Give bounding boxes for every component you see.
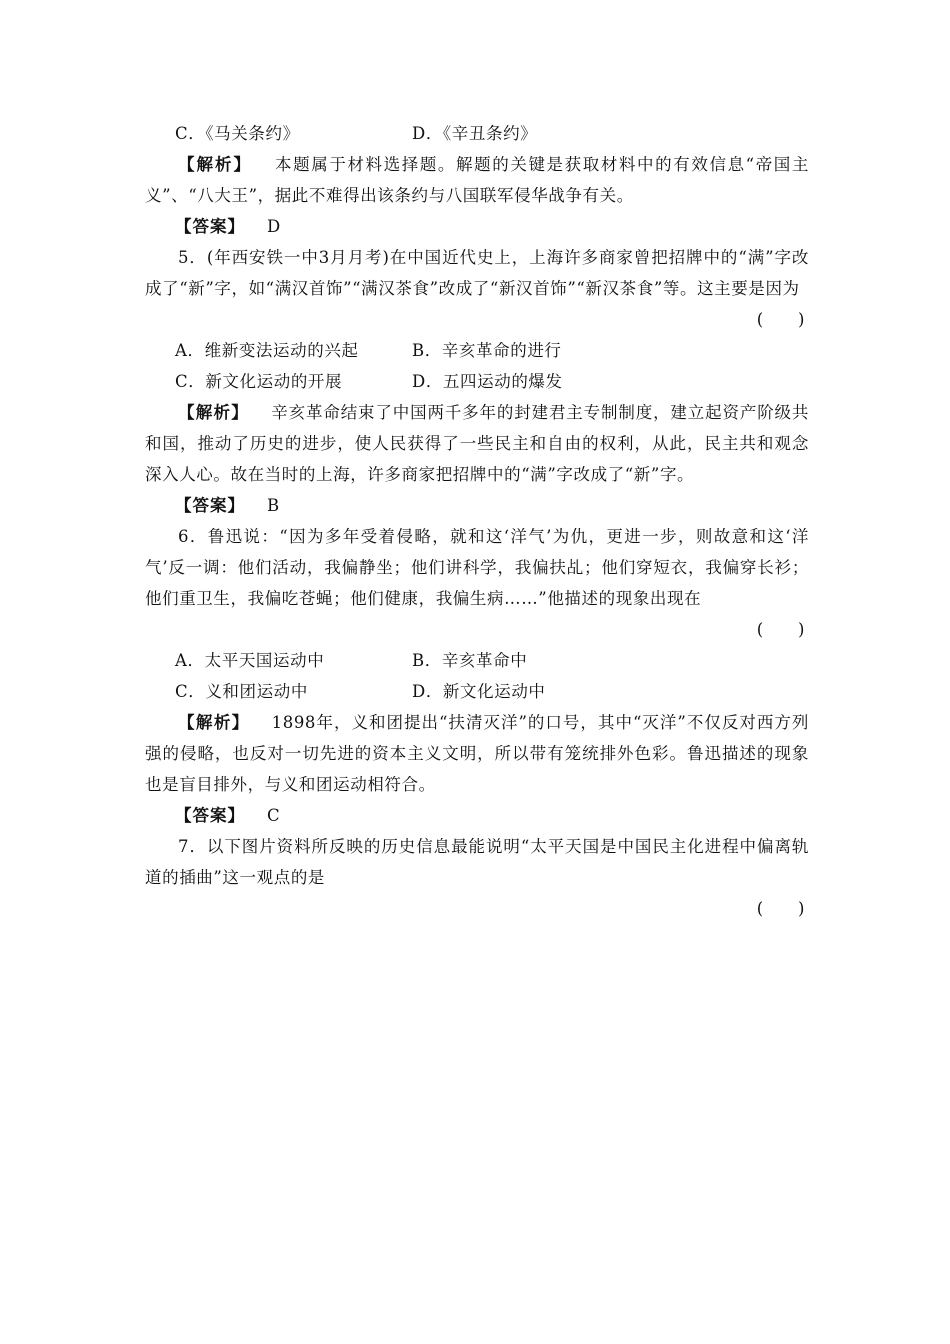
q6-analysis-text: 1898年，义和团提出“扶清灭洋”的口号，其中“灭洋”不仅反对西方列强的侵略，也反对一切先进的资本主义文明，所以带有笼统排外色彩。鲁迅描述的现象也是盲目排外，与义和团运动相符合。	[145, 713, 810, 794]
document-page	[145, 118, 809, 924]
q4-answer-tag: 【答案】	[175, 217, 245, 236]
q7-answer-bracket: ( )	[756, 899, 805, 918]
q4-option-d: D．《辛丑条约》	[412, 124, 538, 143]
q5-analysis-tag: 【解析】	[178, 403, 250, 422]
q6-answer	[145, 800, 809, 831]
q6-option-c: C．义和团运动中	[175, 682, 308, 701]
q5-options-row-ab	[145, 335, 809, 366]
q5-option-b: B．辛亥革命的进行	[412, 341, 562, 360]
q6-option-d: D．新文化运动中	[412, 682, 546, 701]
q5-option-a: A．维新变法运动的兴起	[175, 341, 359, 360]
q6-analysis	[145, 707, 809, 800]
q5-options-row-cd	[145, 366, 809, 397]
q6-option-b: B．辛亥革命中	[412, 651, 528, 670]
q4-analysis-text: 本题属于材料选择题。解题的关键是获取材料中的有效信息“帝国主义”、“八大王”，据此不难得出该条约与八国联军侵华战争有关。	[145, 155, 810, 205]
q5-option-c: C．新文化运动的开展	[175, 372, 343, 391]
q6-option-a: A．太平天国运动中	[175, 651, 325, 670]
q4-analysis-tag: 【解析】	[178, 155, 253, 174]
q5-analysis-text: 辛亥革命结束了中国两千多年的封建君主专制制度，建立起资产阶级共和国，推动了历史的进步，使人民获得了一些民主和自由的权利，从此，民主共和观念深入人心。故在当时的上海，许多商家把招牌中的“满”字改成了“新”字。	[145, 403, 810, 484]
q5-answer	[145, 490, 809, 521]
q4-analysis	[145, 149, 809, 211]
q4-answer	[145, 211, 809, 242]
q4-answer-value: D	[267, 217, 281, 236]
q6-stem: 6．鲁迅说：“因为多年受着侵略，就和这‘洋气’为仇，更进一步，则故意和这‘洋气’反一调：他们活动，我偏静坐；他们讲科学，我偏扶乩；他们穿短衣，我偏穿长衫；他们重卫生，我偏吃苍蝇；他们健康，我偏生病……”他描述的现象出现在	[145, 527, 809, 608]
q4-options-row-cd	[145, 118, 809, 149]
q6-options-row-cd	[145, 676, 809, 707]
q4-option-c: C．《马关条约》	[175, 124, 300, 143]
q6-analysis-tag: 【解析】	[178, 713, 250, 732]
q6-answer-bracket: ( )	[756, 620, 805, 639]
q5-answer-tag: 【答案】	[175, 496, 245, 515]
q6-answer-value: C	[267, 806, 281, 825]
q6-options-row-ab	[145, 645, 809, 676]
q5-answer-bracket: ( )	[756, 310, 805, 329]
q5-option-d: D．五四运动的爆发	[412, 372, 563, 391]
q7-stem: 7．以下图片资料所反映的历史信息最能说明“太平天国是中国民主化进程中偏离轨道的插曲”这一观点的是	[145, 837, 809, 887]
q6-answer-tag: 【答案】	[175, 806, 245, 825]
q5-stem: 5．(年西安铁一中3月月考)在中国近代史上，上海许多商家曾把招牌中的“满”字改成了“新”字，如“满汉首饰”“满汉茶食”改成了“新汉首饰”“新汉茶食”等。这主要是因为	[145, 248, 809, 298]
q5-analysis	[145, 397, 809, 490]
q5-answer-value: B	[267, 496, 280, 515]
